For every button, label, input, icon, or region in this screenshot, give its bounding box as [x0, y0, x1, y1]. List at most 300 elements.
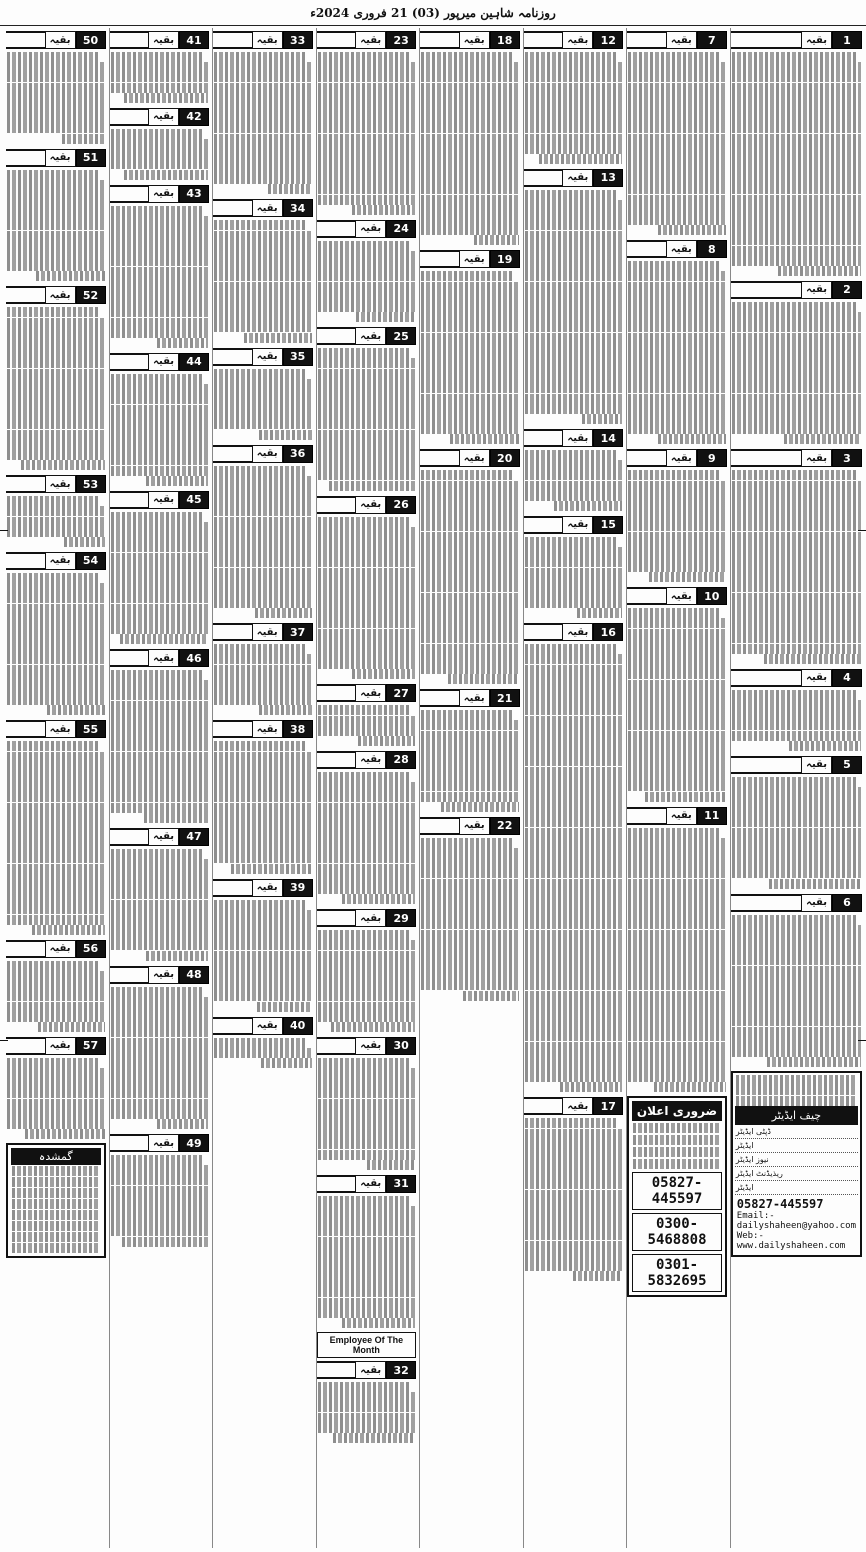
story-text	[6, 961, 106, 1032]
column-6	[212, 28, 313, 1548]
story-number: 3	[832, 449, 862, 467]
masthead: روزنامہ شاہین میرپور (03) 21 فروری 2024ء	[0, 0, 866, 26]
story-rule	[627, 240, 666, 258]
story-header	[731, 448, 862, 468]
story-rule	[6, 149, 45, 167]
story-rule	[6, 1037, 45, 1055]
story-rule	[731, 669, 801, 687]
story-number: 47	[179, 828, 209, 846]
story-number: 25	[386, 327, 416, 345]
story	[731, 280, 862, 444]
notice-phone: 0301-5832695	[632, 1254, 722, 1292]
chief-editor: چیف ایڈیٹر	[735, 1106, 858, 1125]
story-label: بقیہ	[252, 199, 283, 217]
story-header	[731, 755, 862, 775]
story-header	[110, 827, 210, 847]
story	[420, 448, 520, 684]
story-header	[420, 688, 520, 708]
story-label: بقیہ	[562, 169, 593, 187]
story-rule	[6, 552, 45, 570]
notice-title: ضروری اعلان	[632, 1101, 722, 1121]
story-text	[317, 348, 417, 490]
story	[6, 285, 106, 470]
story-label: بقیہ	[666, 240, 697, 258]
story-rule	[6, 475, 45, 493]
story	[317, 1360, 417, 1443]
story	[213, 198, 313, 342]
story-text	[6, 52, 106, 144]
notice-phone: 05827-445597	[632, 1172, 722, 1210]
story-label: بقیہ	[45, 475, 76, 493]
story-rule	[524, 623, 563, 641]
story-label: بقیہ	[148, 353, 179, 371]
story-text	[627, 828, 727, 1093]
story	[317, 683, 417, 746]
story-text	[213, 369, 313, 440]
story-label: بقیہ	[252, 623, 283, 641]
story-number: 23	[386, 31, 416, 49]
story	[213, 622, 313, 715]
story-text	[6, 496, 106, 547]
story-number: 10	[697, 587, 727, 605]
column-3	[523, 28, 624, 1548]
fold-mark	[0, 530, 8, 531]
story-rule	[213, 445, 252, 463]
story-header	[317, 30, 417, 50]
story-number: 6	[832, 894, 862, 912]
story-text	[6, 741, 106, 934]
story-rule	[317, 1361, 356, 1379]
story	[627, 448, 727, 582]
story-text	[420, 838, 520, 1001]
story-header	[731, 668, 862, 688]
story-number: 21	[490, 689, 520, 707]
story-label: بقیہ	[459, 31, 490, 49]
story-text	[213, 900, 313, 1012]
story-label: بقیہ	[666, 807, 697, 825]
story-label: بقیہ	[148, 491, 179, 509]
story-header	[6, 719, 106, 739]
story-header	[110, 352, 210, 372]
story-number: 9	[697, 449, 727, 467]
story-text	[524, 1118, 624, 1281]
story-text	[213, 52, 313, 194]
story-number: 37	[283, 623, 313, 641]
story-header	[317, 908, 417, 928]
story-rule	[110, 649, 149, 667]
story-header	[213, 444, 313, 464]
story-rule	[213, 720, 252, 738]
story-label: بقیہ	[252, 31, 283, 49]
story-rule	[6, 286, 45, 304]
staff-row	[735, 1139, 858, 1153]
story-rule	[731, 449, 801, 467]
story-text	[420, 470, 520, 684]
story-number: 11	[697, 807, 727, 825]
column-5	[316, 28, 417, 1548]
story-number: 38	[283, 720, 313, 738]
story-text	[731, 470, 862, 663]
story-number: 39	[283, 879, 313, 897]
story	[6, 1036, 106, 1139]
story-label: بقیہ	[355, 751, 386, 769]
story	[627, 30, 727, 235]
story-text	[213, 644, 313, 715]
story-number: 28	[386, 751, 416, 769]
story-text	[110, 849, 210, 961]
story-header	[420, 448, 520, 468]
story-rule	[524, 516, 563, 534]
story-text	[420, 271, 520, 444]
story-number: 5	[832, 756, 862, 774]
story-text	[524, 644, 624, 1092]
story-header	[731, 30, 862, 50]
story-number: 12	[593, 31, 623, 49]
story-number: 14	[593, 429, 623, 447]
story-text	[317, 1196, 417, 1328]
story	[420, 816, 520, 1001]
story-text	[627, 608, 727, 801]
story	[420, 249, 520, 444]
story-label: بقیہ	[801, 894, 832, 912]
story-text	[110, 52, 210, 103]
story-number: 4	[832, 669, 862, 687]
story-number: 52	[76, 286, 106, 304]
story-number: 57	[76, 1037, 106, 1055]
story-header	[6, 939, 106, 959]
story-label: بقیہ	[355, 220, 386, 238]
story	[110, 1133, 210, 1247]
story-rule	[627, 449, 666, 467]
story-text	[731, 915, 862, 1068]
story-text	[317, 1058, 417, 1170]
story-text	[110, 512, 210, 644]
story-number: 20	[490, 449, 520, 467]
story-rule	[110, 108, 149, 126]
story-text	[627, 52, 727, 235]
story-rule	[524, 429, 563, 447]
story-rule	[213, 623, 252, 641]
story-label: بقیہ	[666, 449, 697, 467]
staff-role: ایڈیٹر	[735, 1182, 754, 1192]
story-label: بقیہ	[355, 1175, 386, 1193]
story-rule	[731, 894, 801, 912]
story-header	[420, 816, 520, 836]
story-label: بقیہ	[252, 879, 283, 897]
lost-notice-title: گمشدہ	[11, 1148, 101, 1165]
story-rule	[110, 491, 149, 509]
story-label: بقیہ	[562, 429, 593, 447]
story-header	[213, 30, 313, 50]
story	[731, 668, 862, 751]
story-text	[110, 1155, 210, 1247]
story-rule	[731, 31, 801, 49]
story-label: بقیہ	[252, 1017, 283, 1035]
story-rule	[420, 817, 459, 835]
story	[731, 893, 862, 1068]
story-number: 49	[179, 1134, 209, 1152]
story	[420, 688, 520, 812]
story	[110, 490, 210, 644]
story	[110, 184, 210, 348]
story-number: 18	[490, 31, 520, 49]
story-text	[110, 374, 210, 486]
story-label: بقیہ	[45, 149, 76, 167]
lost-notice	[6, 1143, 106, 1258]
story-header	[627, 586, 727, 606]
story-rule	[524, 31, 563, 49]
story	[110, 352, 210, 486]
story-header	[6, 148, 106, 168]
story-label: بقیہ	[252, 445, 283, 463]
story-number: 33	[283, 31, 313, 49]
story-text	[420, 710, 520, 812]
story	[524, 428, 624, 511]
story	[317, 908, 417, 1032]
story	[213, 878, 313, 1012]
story-label: بقیہ	[45, 286, 76, 304]
story-label: بقیہ	[562, 1097, 593, 1115]
story-label: بقیہ	[562, 31, 593, 49]
story-number: 26	[386, 496, 416, 514]
story-number: 46	[179, 649, 209, 667]
story-label: بقیہ	[355, 1037, 386, 1055]
story	[6, 30, 106, 144]
story-header	[524, 30, 624, 50]
story-label: بقیہ	[355, 1361, 386, 1379]
story-rule	[420, 449, 459, 467]
story-rule	[110, 1134, 149, 1152]
story-rule	[110, 31, 149, 49]
story-text	[317, 705, 417, 746]
staff-box	[731, 1071, 862, 1257]
story-rule	[627, 807, 666, 825]
story	[213, 1016, 313, 1068]
story-number: 51	[76, 149, 106, 167]
staff-role: ایڈیٹر	[735, 1140, 754, 1150]
story-header	[6, 285, 106, 305]
story-rule	[317, 909, 356, 927]
column-8	[6, 28, 106, 1548]
story-rule	[317, 31, 356, 49]
staff-role: ریذیڈنٹ ایڈیٹر	[735, 1168, 783, 1178]
story-header	[110, 1133, 210, 1153]
story-rule	[731, 756, 801, 774]
story-header	[213, 622, 313, 642]
story-number: 50	[76, 31, 106, 49]
story-text	[317, 241, 417, 322]
story-rule	[317, 1175, 356, 1193]
story-number: 40	[283, 1017, 313, 1035]
story-rule	[6, 720, 45, 738]
story-number: 41	[179, 31, 209, 49]
story	[213, 444, 313, 619]
story-rule	[317, 496, 356, 514]
story-label: بقیہ	[801, 669, 832, 687]
story	[317, 326, 417, 490]
column-2	[626, 28, 727, 1548]
story-rule	[524, 1097, 563, 1115]
story-text	[6, 170, 106, 282]
story-text	[731, 777, 862, 889]
story-header	[110, 30, 210, 50]
contact-info: 05827-445597 Email:-dailyshaheen@yahoo.com Web:-www.dailyshaheen.com	[736, 1196, 857, 1251]
story-header	[524, 622, 624, 642]
story-label: بقیہ	[148, 31, 179, 49]
story-header	[110, 648, 210, 668]
story-rule	[317, 1037, 356, 1055]
story-number: 1	[832, 31, 862, 49]
story	[731, 30, 862, 276]
story-number: 19	[490, 250, 520, 268]
story-label: بقیہ	[148, 185, 179, 203]
story-number: 54	[76, 552, 106, 570]
story-label: بقیہ	[355, 31, 386, 49]
story	[627, 586, 727, 801]
story-label: بقیہ	[45, 552, 76, 570]
story-label: بقیہ	[355, 496, 386, 514]
story-text	[731, 302, 862, 444]
story-text	[524, 52, 624, 164]
story-label: بقیہ	[562, 516, 593, 534]
story-text	[110, 987, 210, 1129]
story-header	[524, 168, 624, 188]
story-text	[213, 466, 313, 619]
staff-role: ڈپٹی ایڈیٹر	[735, 1126, 771, 1136]
story-header	[420, 249, 520, 269]
story-label: بقیہ	[801, 31, 832, 49]
story-label: بقیہ	[666, 31, 697, 49]
story	[110, 965, 210, 1129]
story-number: 36	[283, 445, 313, 463]
story-label: بقیہ	[45, 1037, 76, 1055]
story-label: بقیہ	[45, 720, 76, 738]
story-number: 45	[179, 491, 209, 509]
story	[731, 448, 862, 663]
story-number: 15	[593, 516, 623, 534]
story-header	[627, 448, 727, 468]
story	[6, 719, 106, 934]
story-rule	[213, 199, 252, 217]
story-text	[213, 1038, 313, 1068]
story-label: بقیہ	[148, 966, 179, 984]
story-number: 34	[283, 199, 313, 217]
story	[317, 750, 417, 904]
story-text	[317, 930, 417, 1032]
story-rule	[420, 31, 459, 49]
story-header	[317, 1360, 417, 1380]
story-header	[627, 806, 727, 826]
story-label: بقیہ	[459, 250, 490, 268]
story-rule	[213, 348, 252, 366]
story-header	[6, 551, 106, 571]
story-rule	[317, 327, 356, 345]
story-rule	[213, 879, 252, 897]
story-label: بقیہ	[148, 828, 179, 846]
story-header	[627, 239, 727, 259]
story-header	[731, 893, 862, 913]
story-label: بقیہ	[801, 449, 832, 467]
story-label: بقیہ	[355, 909, 386, 927]
story-header	[317, 1174, 417, 1194]
story-rule	[524, 169, 563, 187]
story-rule	[627, 31, 666, 49]
story-rule	[317, 220, 356, 238]
story-label: بقیہ	[252, 720, 283, 738]
story-rule	[317, 751, 356, 769]
story-text	[731, 690, 862, 751]
story-label: بقیہ	[355, 684, 386, 702]
story	[317, 30, 417, 215]
story-number: 30	[386, 1037, 416, 1055]
story-rule	[627, 587, 666, 605]
column-7	[109, 28, 210, 1548]
story-number: 35	[283, 348, 313, 366]
story-text	[731, 52, 862, 276]
story-number: 7	[697, 31, 727, 49]
story-text	[110, 670, 210, 823]
story-header	[213, 347, 313, 367]
story-label: بقیہ	[355, 327, 386, 345]
story-text	[317, 1382, 417, 1443]
story-label: بقیہ	[562, 623, 593, 641]
story-label: بقیہ	[459, 689, 490, 707]
story-header	[110, 107, 210, 127]
story-number: 56	[76, 940, 106, 958]
story-number: 44	[179, 353, 209, 371]
fold-mark	[858, 530, 866, 531]
story-rule	[110, 353, 149, 371]
story-text	[6, 573, 106, 715]
fold-mark	[0, 1040, 8, 1041]
story-header	[524, 1096, 624, 1116]
story	[317, 1036, 417, 1170]
column-1	[730, 28, 862, 1548]
staff-row	[735, 1181, 858, 1195]
story-rule	[6, 940, 45, 958]
story-header	[110, 965, 210, 985]
story	[524, 1096, 624, 1281]
story	[110, 827, 210, 961]
story-text	[213, 220, 313, 342]
story	[110, 30, 210, 103]
story-header	[524, 515, 624, 535]
story-number: 17	[593, 1097, 623, 1115]
story	[524, 622, 624, 1092]
story-label: بقیہ	[148, 108, 179, 126]
story-rule	[317, 684, 356, 702]
story-number: 48	[179, 966, 209, 984]
story-text	[524, 450, 624, 511]
story-header	[213, 878, 313, 898]
story-header	[6, 1036, 106, 1056]
staff-row	[735, 1153, 858, 1167]
story-text	[317, 517, 417, 680]
story-text	[6, 307, 106, 470]
story-header	[6, 30, 106, 50]
story-text	[317, 772, 417, 904]
story	[110, 648, 210, 823]
story-number: 53	[76, 475, 106, 493]
story-header	[213, 719, 313, 739]
story-label: بقیہ	[148, 1134, 179, 1152]
story	[6, 551, 106, 715]
story-label: بقیہ	[801, 756, 832, 774]
story	[213, 347, 313, 440]
important-notice	[627, 1096, 727, 1297]
story-number: 13	[593, 169, 623, 187]
story-header	[317, 326, 417, 346]
